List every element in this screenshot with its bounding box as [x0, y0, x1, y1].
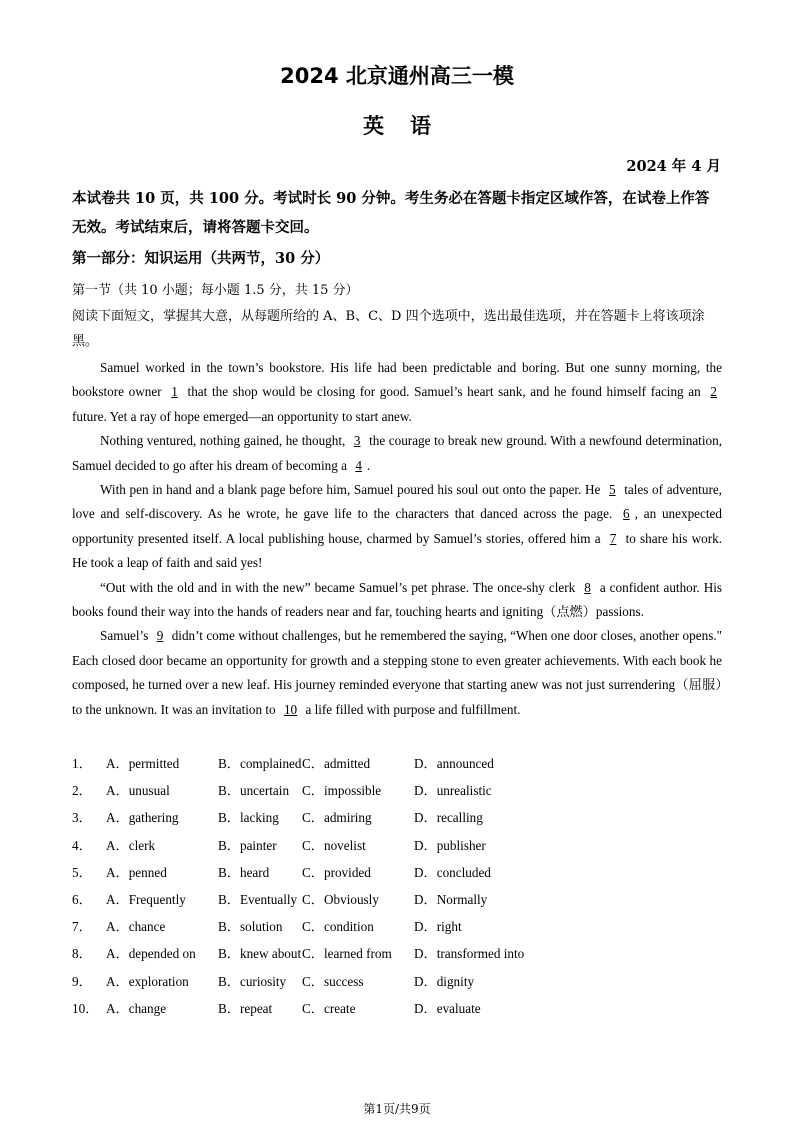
option-a: A．permitted — [106, 756, 180, 771]
option-b: B．curiosity — [218, 973, 287, 989]
option-d: D．transformed into — [414, 946, 525, 962]
question-number: 10． — [72, 1000, 99, 1016]
question-row — [72, 913, 722, 940]
option-d: D．unrealistic — [414, 783, 492, 799]
question-number: 5． — [72, 864, 92, 880]
option-a: A．clerk — [106, 837, 156, 853]
option-b: B．lacking — [218, 810, 279, 826]
blank-6: 6 — [623, 506, 630, 522]
question-number: 9． — [72, 973, 92, 989]
blank-9: 9 — [156, 628, 164, 644]
paragraph-5: Samuel’s 9 didn’t come without challenges, but he remembered the saying, “When one door closes, another opens." Each closed door became an opportunity for growth and a stepping stone to even greater achievements. With each book he composed, he turned over a new leaf. His journey reminded everyone that starting anew was not just surrendering（屈服）to the unknown. It was an invitation to 10 a life filled with purpose and fulfillment. — [72, 628, 723, 717]
option-a: A．exploration — [106, 973, 189, 989]
option-d: D．concluded — [414, 864, 491, 880]
paragraph-1: Samuel worked in the town’s bookstore. His life had been predictable and boring. But one sunny morning, the bookstore owner 1 that the shop would be closing for good. Samuel’s heart sank, and he found himself facing an 2 future. Yet a ray of hope emerged—an opportunity to start anew. — [72, 360, 722, 424]
option-d: D．announced — [414, 756, 494, 771]
blank-2: 2 — [710, 384, 717, 400]
question-row — [72, 940, 722, 967]
option-b: B．painter — [218, 837, 277, 853]
option-d: D．recalling — [414, 810, 483, 826]
option-a: A．change — [106, 1000, 167, 1016]
question-row — [72, 832, 722, 859]
option-b: B．heard — [218, 864, 270, 880]
blank-1: 1 — [171, 384, 178, 400]
option-a: A．penned — [106, 864, 167, 880]
section-title: 第一节（共 10 小题；每小题 1.5 分，共 15 分） — [72, 283, 359, 298]
option-b: B．Eventually — [218, 891, 298, 907]
question-row — [72, 777, 722, 804]
option-c: C．create — [302, 1000, 356, 1016]
question-row — [72, 968, 722, 995]
option-a: A．chance — [106, 919, 166, 935]
option-c: C．learned from — [302, 946, 392, 962]
paragraph-4: “Out with the old and in with the new” became Samuel’s pet phrase. The once-shy clerk 8 a confident author. His books found their way into the hands of readers near and far, touching hearts and igniting（点燃）passions. — [72, 579, 723, 620]
option-d: D．publisher — [414, 837, 486, 853]
question-number: 7． — [72, 919, 92, 935]
option-d: D．dignity — [414, 973, 475, 989]
part-title: 第一部分：知识运用（共两节，30 分） — [72, 250, 330, 267]
paragraph-3: With pen in hand and a blank page before him, Samuel poured his soul out onto the paper. He 5 tales of adventure, love and self-discovery. As he wrote, he gave life to the characters that danced across the page. 6 , an unexpected opportunity presented itself. A local publishing house, charmed by Samuel’s stories, offered him a 7 to share his work. He took a leap of faith and said yes! — [72, 482, 723, 571]
question-row — [72, 859, 722, 886]
question-row — [72, 995, 722, 1022]
option-c: C．novelist — [302, 837, 366, 853]
instruction-text: 阅读下面短文，掌握其大意，从每题所给的 A、B、C、D 四个选项中，选出最佳选项，并在答题卡上将该项涂黑。 — [72, 309, 705, 349]
option-b: B．repeat — [218, 1000, 273, 1016]
question-row — [72, 750, 722, 777]
option-c: C．success — [302, 973, 364, 989]
question-row — [72, 886, 722, 913]
option-d: D．right — [414, 919, 462, 935]
question-number: 8． — [72, 946, 92, 962]
exam-title: 2024 北京通州高三一模 — [280, 64, 514, 88]
blank-7: 7 — [609, 530, 617, 546]
question-number: 6． — [72, 891, 92, 907]
question-number: 4． — [72, 837, 92, 853]
paragraph-2: Nothing ventured, nothing gained, he thought, 3 the courage to break new ground. With a newfound determination, Samuel decided to go after his dream of becoming a 4 . — [72, 433, 722, 473]
question-row — [72, 804, 722, 831]
exam-notice: 本试卷共 10 页，共 100 分。考试时长 90 分钟。考生务必在答题卡指定区域作答，在试卷上作答无效。考试结束后，请将答题卡交回。 — [72, 190, 710, 236]
page-number: 第1页/共9页 — [363, 1102, 431, 1116]
option-b: B．uncertain — [218, 783, 290, 799]
option-c: C．admitted — [302, 756, 371, 771]
blank-5: 5 — [608, 482, 616, 498]
subject-title: 英语 — [363, 114, 457, 138]
question-number: 1． — [72, 756, 92, 771]
option-c: C．impossible — [302, 783, 382, 799]
question-number: 2． — [72, 783, 92, 799]
exam-date: 2024 年 4 月 — [626, 158, 721, 175]
option-b: B．knew about — [218, 946, 302, 962]
option-a: A．depended on — [106, 946, 196, 962]
question-options — [72, 750, 722, 1022]
option-c: C．condition — [302, 919, 374, 935]
option-c: C．provided — [302, 864, 371, 880]
option-c: C．admiring — [302, 810, 372, 826]
option-c: C．Obviously — [302, 891, 379, 907]
option-b: B．complained — [218, 756, 302, 771]
option-a: A．Frequently — [106, 891, 186, 907]
option-d: D．Normally — [414, 891, 488, 907]
blank-4: 4 — [355, 457, 362, 473]
question-number: 3． — [72, 810, 92, 826]
option-b: B．solution — [218, 919, 283, 935]
option-d: D．evaluate — [414, 1000, 481, 1016]
cloze-passage — [72, 356, 722, 722]
option-a: A．gathering — [106, 810, 179, 826]
blank-3: 3 — [353, 433, 361, 449]
blank-10: 10 — [283, 701, 298, 717]
option-a: A．unusual — [106, 783, 170, 799]
blank-8: 8 — [584, 579, 591, 595]
